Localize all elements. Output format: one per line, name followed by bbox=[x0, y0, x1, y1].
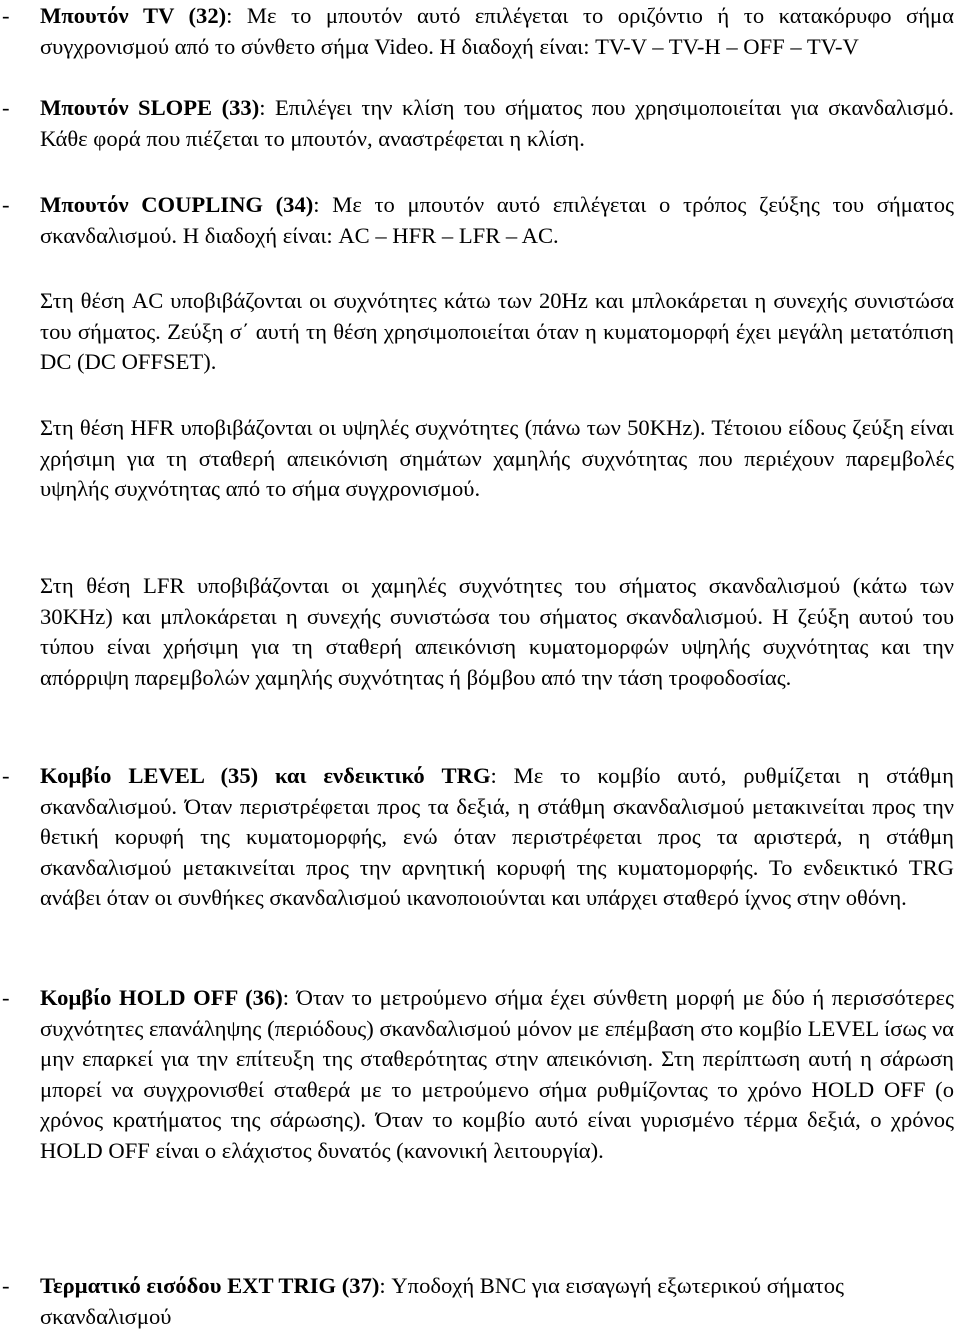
item-term: Μπουτόν TV (32) bbox=[40, 3, 227, 28]
item-slope-button bbox=[2, 93, 954, 154]
bullet-dash: - bbox=[2, 1273, 10, 1298]
item-tv-button bbox=[2, 1, 954, 62]
coupling-ac-paragraph: Στη θέση AC υποβιβάζονται οι συχνότητες κάτω των 20Hz και μπλοκάρεται η συνεχής συνιστώσα του σήματος. Ζεύξη σ΄ αυτή τη θέση χρησιμοποιείται όταν η κυματομορφή έχει μεγάλη μετατόπιση DC (DC OFFSET). bbox=[40, 288, 954, 374]
item-description: : Όταν το μετρούμενο σήμα έχει σύνθετη μορφή με δύο ή περισσότερες συχνότητες επανάληψης (περιόδους) σκανδαλισμού μόνον με επέμβαση στο κομβίο LEVEL ίσως να μην επαρκεί για την επίτευξη της σταθερότητας στην απεικόνιση. Στη περίπτωση αυτή η σάρωση μπορεί να συγχρονισθεί σταθερά με το μετρούμενο σήμα ρυθμίζοντας το χρόνο HOLD OFF (ο χρόνος κρατήματος της σάρωσης). Όταν το κομβίο αυτό είναι γυρισμένο τέρμα δεξιά, ο χρόνος HOLD OFF είναι ο ελάχιστος δυνατός (κανονική λειτουργία). bbox=[40, 985, 954, 1163]
item-term: Μπουτόν SLOPE (33) bbox=[40, 95, 260, 120]
item-coupling-text bbox=[40, 190, 954, 251]
item-description: : Με το μπουτόν αυτό επιλέγεται ο τρόπος ζεύξης του σήματος σκανδαλισμού. Η διαδοχή είναι: AC – HFR – LFR – AC. bbox=[40, 192, 954, 248]
item-coupling-button bbox=[2, 190, 954, 251]
bullet-dash: - bbox=[2, 95, 10, 120]
item-tv-text bbox=[40, 1, 954, 62]
item-ext-trig-input bbox=[2, 1271, 954, 1332]
coupling-hfr-paragraph: Στη θέση HFR υποβιβάζονται οι υψηλές συχνότητες (πάνω των 50KHz). Τέτοιου είδους ζεύξη είναι χρήσιμη για τη σταθερή απεικόνιση σημάτων χαμηλής συχνότητας που περιέχουν παρεμβολές υψηλής συχνότητας από το σήμα συγχρονισμού. bbox=[40, 415, 954, 501]
coupling-lfr-paragraph: Στη θέση LFR υποβιβάζονται οι χαμηλές συχνότητες του σήματος σκανδαλισμού (κάτω των 30KHz) και μπλοκάρεται η συνεχής συνιστώσα του σήματος σκανδαλισμού. Η ζεύξη αυτού του τύπου είναι χρήσιμη για τη σταθερή απεικόνιση κυματομορφών υψηλής συχνότητας και την απόρριψη παρεμβολών χαμηλής συχνότητας ή βόμβου από την τάση τροφοδοσίας. bbox=[40, 573, 954, 690]
item-holdoff-text bbox=[40, 983, 954, 1166]
bullet-dash: - bbox=[2, 985, 10, 1010]
item-term: Τερματικό εισόδου EXT TRIG (37) bbox=[40, 1273, 380, 1298]
item-ext-trig-text bbox=[40, 1271, 954, 1332]
bullet-dash: - bbox=[2, 192, 10, 217]
bullet-dash: - bbox=[2, 3, 10, 28]
item-description: : Επιλέγει την κλίση του σήματος που χρησιμοποιείται για σκανδαλισμό. Κάθε φορά που πιέζεται το μπουτόν, αναστρέφεται η κλίση. bbox=[40, 95, 954, 151]
item-holdoff-knob bbox=[2, 983, 954, 1166]
bullet-dash: - bbox=[2, 763, 10, 788]
item-level-text bbox=[40, 761, 954, 914]
item-description: : Με το κομβίο αυτό, ρυθμίζεται η στάθμη σκανδαλισμού. Όταν περιστρέφεται προς τα δεξιά, η στάθμη σκανδαλισμού μετακινείται προς την θετική κορυφή της κυματομορφής, ενώ όταν περιστρέφεται προς τα αριστερά, η στάθμη σκανδαλισμού μετακινείται προς την αρνητική κορυφή της κυματομορφής. Το ενδεικτικό TRG ανάβει όταν οι συνθήκες σκανδαλισμού ικανοποιούνται και υπάρχει σταθερό ίχνος στην οθόνη. bbox=[40, 763, 954, 910]
item-description: : Υποδοχή BNC για εισαγωγή εξωτερικού σήματος σκανδαλισμού bbox=[40, 1273, 844, 1329]
item-term: Μπουτόν COUPLING (34) bbox=[40, 192, 314, 217]
item-term: Κομβίο HOLD OFF (36) bbox=[40, 985, 283, 1010]
item-term: Κομβίο LEVEL (35) και ενδεικτικό TRG bbox=[40, 763, 491, 788]
item-description: : Με το μπουτόν αυτό επιλέγεται το οριζόντιο ή το κατακόρυφο σήμα συγχρονισμού από το σύνθετο σήμα Video. Η διαδοχή είναι: TV-V – TV-H – OFF – TV-V bbox=[40, 3, 954, 59]
item-level-knob bbox=[2, 761, 954, 914]
item-slope-text bbox=[40, 93, 954, 154]
